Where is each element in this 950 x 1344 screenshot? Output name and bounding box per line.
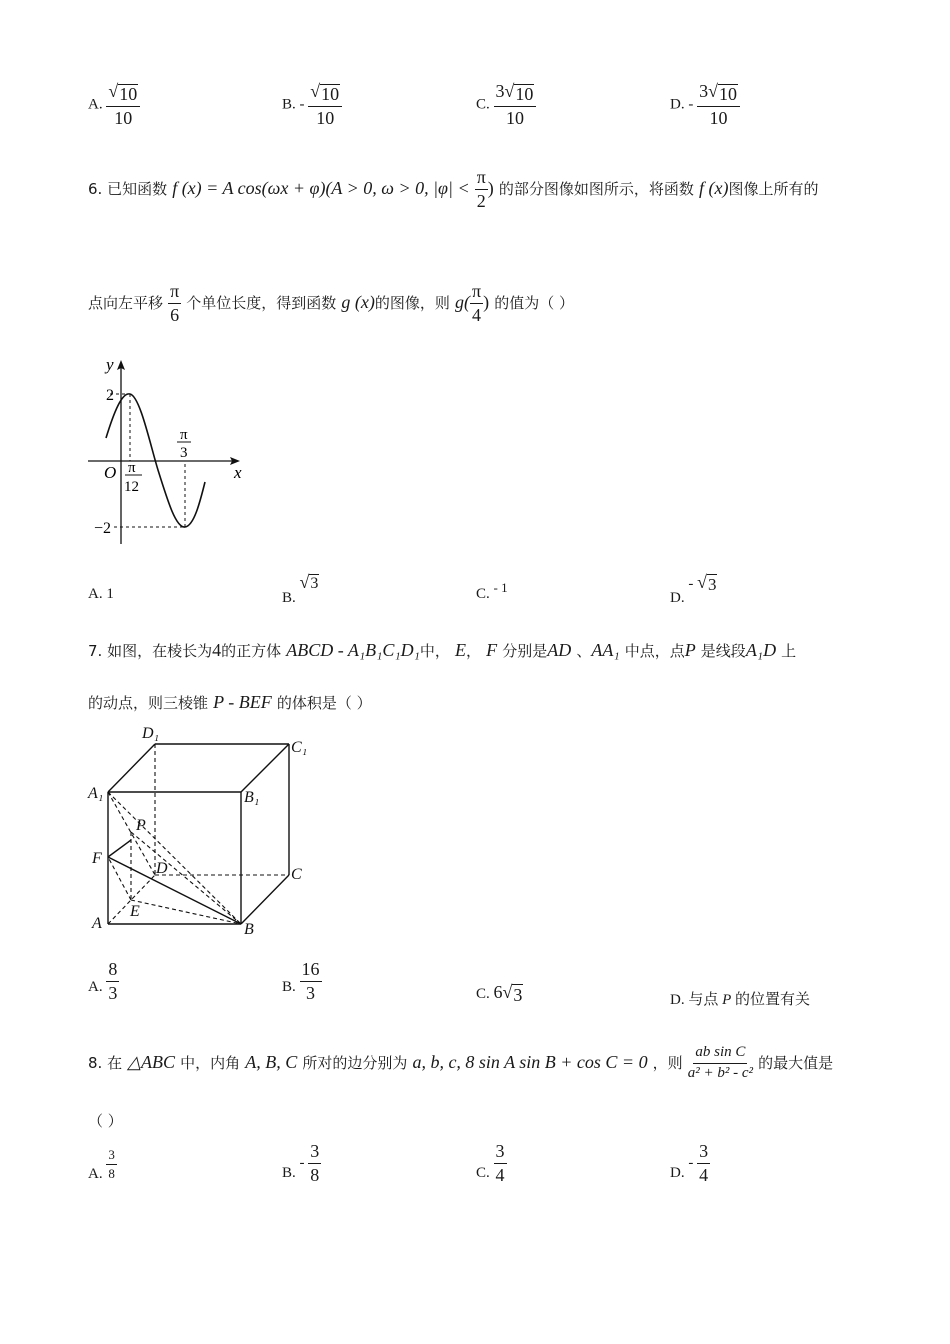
fraction: 3 √ 10 10 xyxy=(494,82,537,128)
x-label: x xyxy=(234,463,242,482)
pi12-den: 12 xyxy=(124,479,139,495)
q8-line1: 8. 在 △ABC 中，内角 A, B, C 所对的边分别为 a, b, c, 8 sin A sin B + cos C = 0 ，则 $\frac{\text{ab sin C}}{\text{a² + b² - c²}}$ 的最大值是 xyxy=(88,1044,834,1081)
y-label: y xyxy=(106,355,114,374)
pi-over-6: $\frac{\pi}{6}$ xyxy=(170,281,180,325)
label-c1: C₁ xyxy=(291,739,308,756)
q7-cube-figure xyxy=(86,722,316,944)
q7-line2: 的动点，则三棱锥 P - BEF 的体积是（ ） xyxy=(88,692,372,712)
q5-option-a[interactable]: A. √ 10 10 xyxy=(88,82,140,128)
q6-cosine-graph xyxy=(84,352,254,547)
label-f: F xyxy=(92,850,102,867)
pi-over-4: $\frac{\pi}{4}$ xyxy=(472,281,482,325)
q5-option-c[interactable]: C. 3 √ 10 10 xyxy=(476,82,536,128)
y-min-label: −2 xyxy=(94,520,112,537)
label-b: B xyxy=(244,921,254,938)
pi12-num: π xyxy=(128,460,136,476)
label-a1: A₁ xyxy=(88,785,104,802)
q7-option-c[interactable]: C. 6 √ 3 xyxy=(476,982,523,1005)
q6-option-d[interactable]: D. - √ 3 xyxy=(670,572,717,606)
q6-line1: 6. 已知函数 f (x) = A cos(ωx + φ)(A > 0, ω > 0, |φ| < $\frac{\pi}{2}$ ) 的部分图像如图所示，将函数 f (x)图像上所有的 xyxy=(88,167,819,211)
label-d: D xyxy=(156,860,168,877)
label-a: A xyxy=(92,915,102,932)
q5-option-d[interactable]: D. - 3 √ 10 10 xyxy=(670,82,740,128)
label-d1: D₁ xyxy=(142,725,160,742)
pi-over-2: $\frac{\pi}{2}$ xyxy=(476,167,486,211)
q8-option-b[interactable]: B. - $\frac{3}{8}$ xyxy=(282,1141,320,1185)
q6-line2: 点向左平移 $\frac{\pi}{6}$ 个单位长度，得到函数 g (x)的图像，则 g( $\frac{\pi}{4}$ ) 的值为（ ） xyxy=(88,281,574,325)
q8-fraction: $\frac{\text{ab sin C}}{\text{a² + b² - c²}}$ xyxy=(687,1044,754,1081)
fraction: √ 10 10 xyxy=(308,82,342,128)
q7-option-a[interactable]: A. $\frac{8}{3}$ xyxy=(88,959,118,1003)
label-p: P xyxy=(136,817,146,834)
q6-option-c[interactable]: C. - 1 xyxy=(476,580,508,602)
label-c: C xyxy=(291,866,302,883)
y-max-label: 2 xyxy=(106,387,114,404)
q7-line1: 7. 如图，在棱长为4的正方体 ABCD - A₁B₁C₁D₁中， E， F 分别是AD 、AA₁ 中点，点P 是线段A₁D 上 xyxy=(88,640,797,660)
q8-option-d[interactable]: D. - $\frac{3}{4}$ xyxy=(670,1141,709,1185)
origin-label: O xyxy=(104,463,117,482)
label-b1: B₁ xyxy=(244,789,260,806)
q8-option-c[interactable]: C. $\frac{3}{4}$ xyxy=(476,1141,505,1185)
label-e: E xyxy=(130,903,140,920)
q8-paren: （ ） xyxy=(88,1112,123,1130)
q6-option-b[interactable]: B. √ 3 xyxy=(282,572,319,606)
fraction: √ 10 10 xyxy=(106,82,140,128)
q6-option-a[interactable]: A. 1 xyxy=(88,586,114,602)
q7-option-d[interactable]: D. 与点 P 的位置有关 xyxy=(670,990,811,1008)
q8-option-a[interactable]: A. $\frac{3}{8}$ xyxy=(88,1147,115,1182)
pi3-den: 3 xyxy=(180,445,188,461)
pi3-num: π xyxy=(180,427,188,443)
fraction: 3 √ 10 10 xyxy=(697,82,740,128)
q5-option-b[interactable]: B. - √ 10 10 xyxy=(282,82,342,128)
q7-option-b[interactable]: B. $\frac{16}{3}$ xyxy=(282,959,320,1003)
